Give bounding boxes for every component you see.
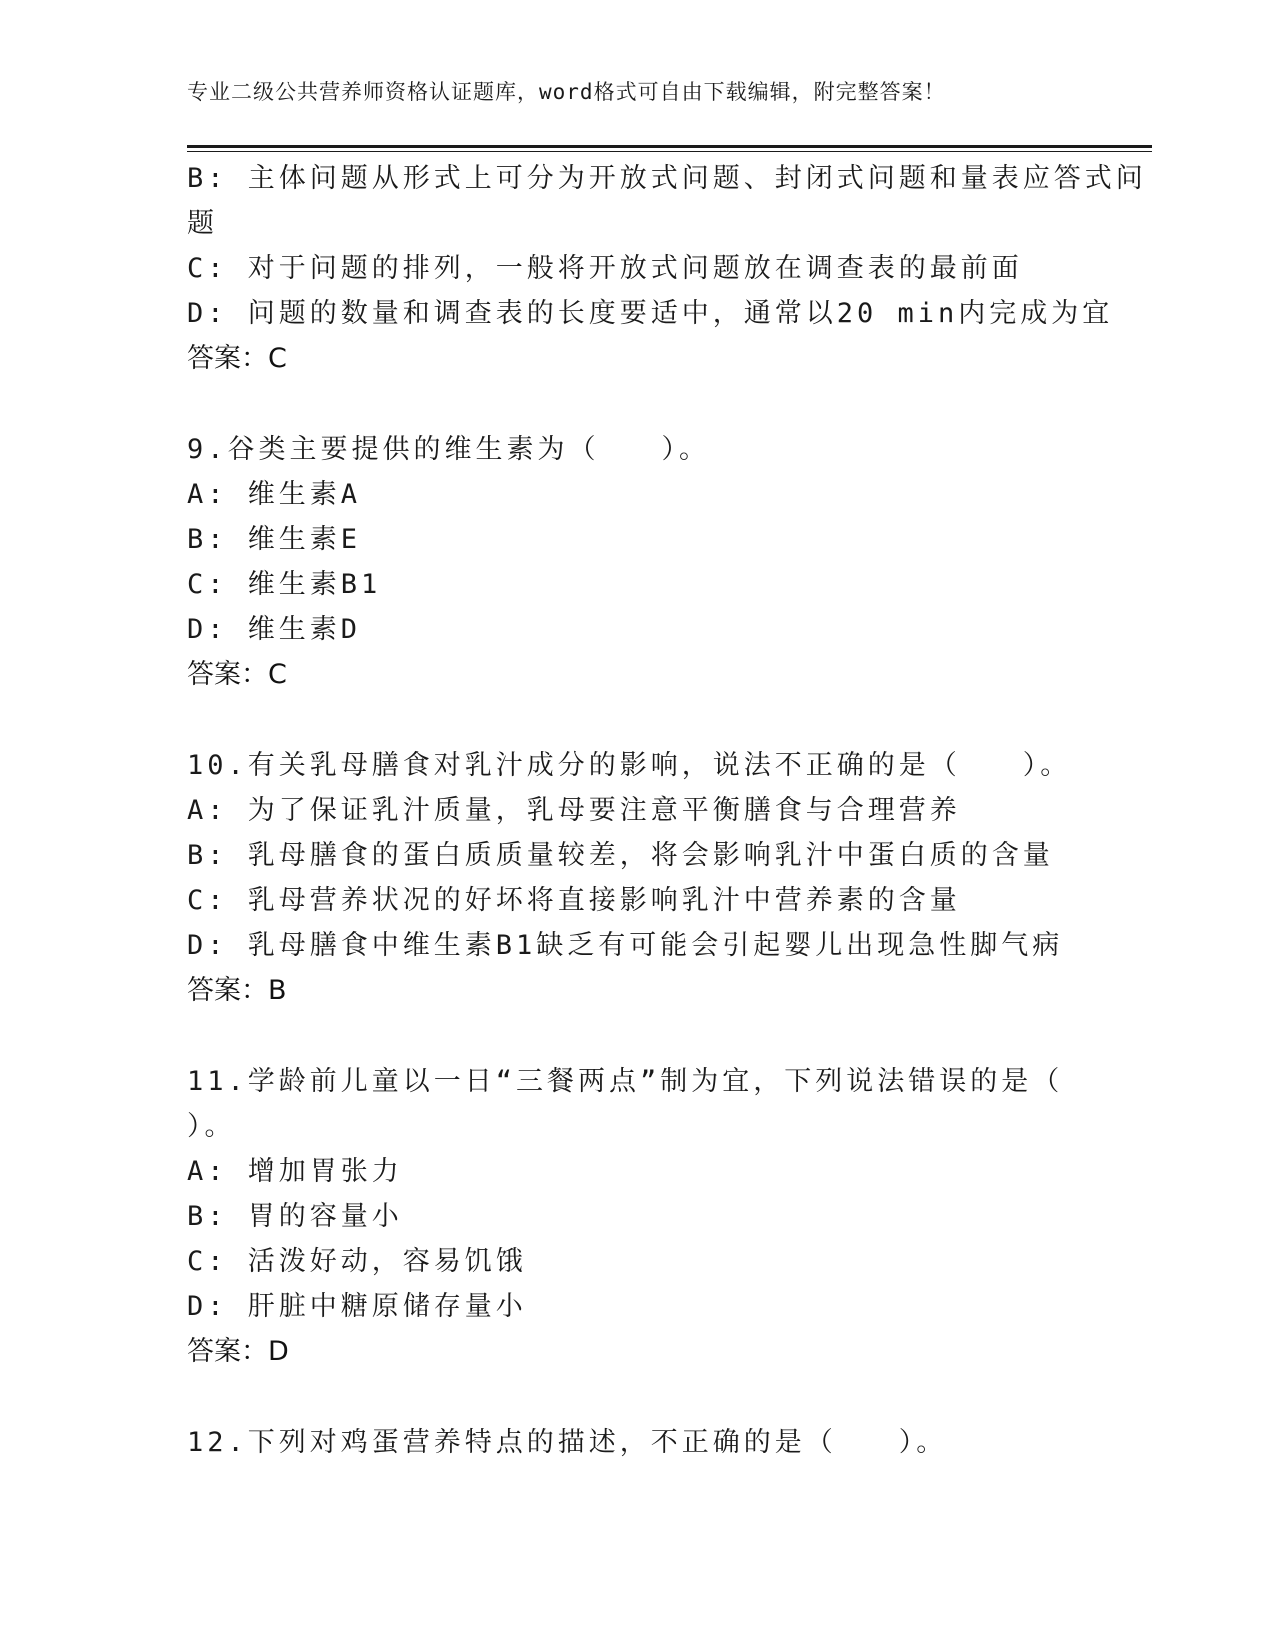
spacer bbox=[187, 1374, 1087, 1420]
spacer bbox=[187, 697, 1087, 743]
option-b: B: 主体问题从形式上可分为开放式问题、封闭式问题和量表应答式问 bbox=[187, 163, 1147, 194]
option-b: B: 维生素E bbox=[187, 524, 362, 555]
option-d: D: 乳母膳食中维生素B1缺乏有可能会引起婴儿出现急性脚气病 bbox=[187, 930, 1064, 961]
option-c: C: 乳母营养状况的好坏将直接影响乳汁中营养素的含量 bbox=[187, 885, 961, 916]
answer: 答案：C bbox=[187, 659, 287, 690]
question-stem: 12.下列对鸡蛋营养特点的描述，不正确的是（ ）。 bbox=[187, 1427, 948, 1458]
question-stem: 9.谷类主要提供的维生素为（ ）。 bbox=[187, 434, 711, 465]
option-c: C: 维生素B1 bbox=[187, 569, 382, 600]
option-a: A: 为了保证乳汁质量，乳母要注意平衡膳食与合理营养 bbox=[187, 795, 961, 826]
option-b-continued: 题 bbox=[187, 208, 218, 239]
question-list bbox=[187, 156, 1147, 1465]
answer: 答案：B bbox=[187, 975, 287, 1006]
question-stem: 11.学龄前儿童以一日“三餐两点”制为宜，下列说法错误的是（ bbox=[187, 1066, 1064, 1097]
option-d: D: 肝脏中糖原储存量小 bbox=[187, 1291, 527, 1322]
question-9 bbox=[187, 427, 1087, 697]
answer: 答案：D bbox=[187, 1336, 289, 1367]
question-10 bbox=[187, 743, 1087, 1013]
option-b: B: 胃的容量小 bbox=[187, 1201, 403, 1232]
option-b: B: 乳母膳食的蛋白质质量较差，将会影响乳汁中蛋白质的含量 bbox=[187, 840, 1054, 871]
spacer bbox=[187, 1013, 1087, 1059]
option-c: C: 对于问题的排列，一般将开放式问题放在调查表的最前面 bbox=[187, 253, 1023, 284]
option-d: D: 问题的数量和调查表的长度要适中，通常以20 min内完成为宜 bbox=[187, 298, 1114, 329]
option-c: C: 活泼好动，容易饥饿 bbox=[187, 1246, 527, 1277]
header-divider-thin bbox=[187, 151, 1152, 152]
option-d: D: 维生素D bbox=[187, 614, 362, 645]
question-12 bbox=[187, 1420, 1087, 1465]
question-stem-continued: ）。 bbox=[187, 1111, 236, 1142]
question-11 bbox=[187, 1059, 1087, 1374]
header-divider-thick bbox=[187, 145, 1152, 148]
spacer bbox=[187, 381, 1087, 427]
option-a: A: 增加胃张力 bbox=[187, 1156, 403, 1187]
page-header: 专业二级公共营养师资格认证题库，word格式可自由下载编辑，附完整答案！ bbox=[187, 80, 946, 104]
question-8-tail bbox=[187, 156, 1147, 381]
answer: 答案：C bbox=[187, 343, 287, 374]
option-a: A: 维生素A bbox=[187, 479, 362, 510]
question-stem: 10.有关乳母膳食对乳汁成分的影响，说法不正确的是（ ）。 bbox=[187, 750, 1072, 781]
